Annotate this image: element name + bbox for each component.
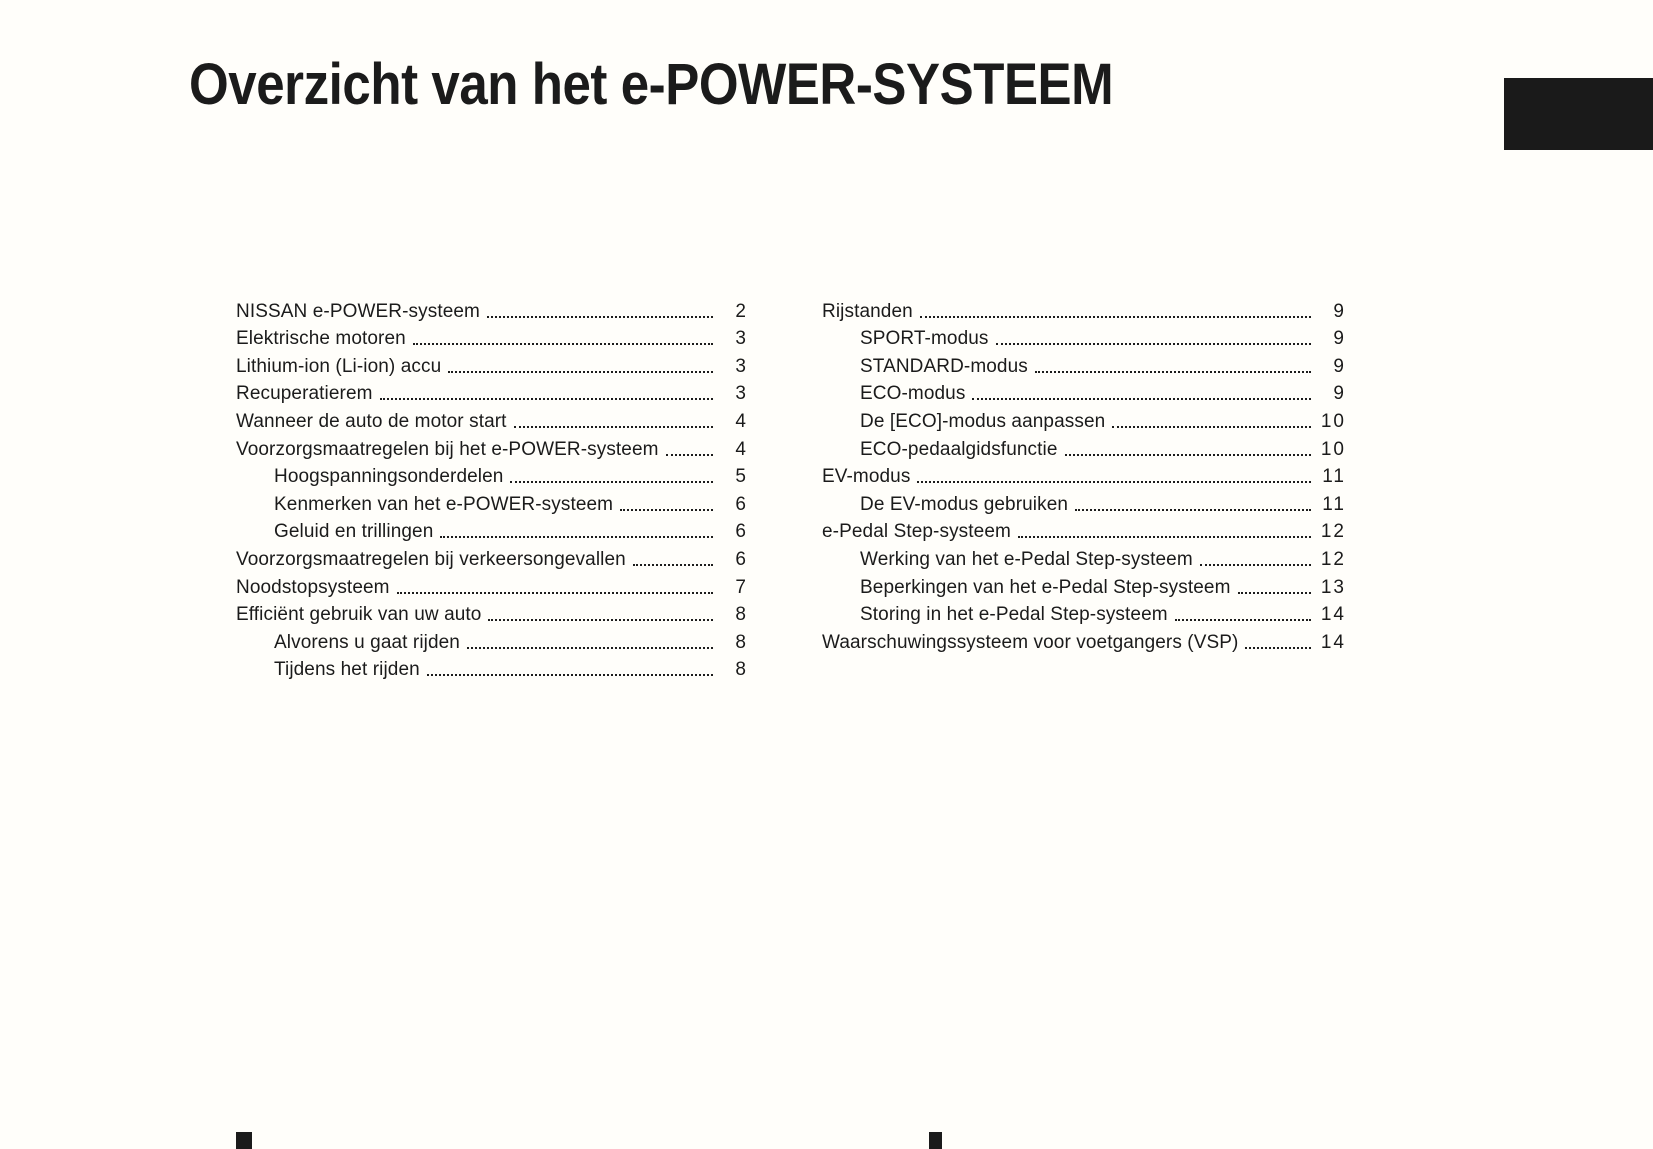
toc-entry-label: Kenmerken van het e-POWER-systeem — [274, 493, 614, 515]
toc-entry-page: 8 — [735, 604, 748, 626]
toc-entry[interactable] — [236, 600, 748, 628]
toc-entry-page: 6 — [735, 521, 748, 543]
toc-entry-page: 4 — [735, 410, 748, 432]
toc-entry[interactable] — [822, 517, 1346, 545]
toc-entry-page: 14 — [1320, 631, 1346, 653]
toc-column-right — [822, 296, 1346, 655]
toc-dotted-leader — [488, 619, 713, 621]
toc-entry-page: 3 — [735, 328, 748, 350]
page-fold-mark-right — [929, 1132, 942, 1149]
toc-entry[interactable] — [822, 324, 1346, 352]
toc-entry-label: SPORT-modus — [860, 328, 989, 350]
toc-entry-label: NISSAN e-POWER-systeem — [236, 300, 480, 322]
toc-dotted-leader — [996, 343, 1311, 345]
toc-entry-page: 10 — [1320, 438, 1346, 460]
toc-entry[interactable] — [822, 379, 1346, 407]
toc-dotted-leader — [514, 426, 713, 428]
section-tab-marker — [1504, 78, 1653, 150]
toc-dotted-leader — [620, 509, 713, 511]
toc-entry[interactable] — [236, 517, 748, 545]
toc-entry[interactable] — [236, 406, 748, 434]
toc-entry[interactable] — [236, 572, 748, 600]
toc-entry-label: Tijdens het rijden — [274, 659, 420, 681]
toc-entry-label: Hoogspanningsonderdelen — [274, 466, 504, 488]
toc-entry-page: 7 — [735, 576, 748, 598]
toc-dotted-leader — [448, 371, 713, 373]
toc-entry[interactable] — [822, 489, 1346, 517]
toc-entry-label: Rijstanden — [822, 300, 913, 322]
page-title: Overzicht van het e-POWER-SYSTEEM — [189, 52, 1114, 117]
toc-dotted-leader — [487, 316, 713, 318]
toc-dotted-leader — [1035, 371, 1311, 373]
toc-entry-page: 8 — [735, 631, 748, 653]
toc-entry-label: Efficiënt gebruik van uw auto — [236, 604, 482, 626]
toc-entry-label: STANDARD-modus — [860, 355, 1028, 377]
toc-entry-label: Alvorens u gaat rijden — [274, 631, 460, 653]
toc-entry-page: 13 — [1320, 576, 1346, 598]
toc-entry-label: Noodstopsysteem — [236, 576, 390, 598]
toc-entry[interactable] — [236, 462, 748, 490]
toc-dotted-leader — [380, 398, 713, 400]
toc-entry[interactable] — [822, 406, 1346, 434]
toc-entry[interactable] — [236, 627, 748, 655]
toc-dotted-leader — [440, 536, 713, 538]
toc-entry-page: 6 — [735, 493, 748, 515]
toc-entry-label: Werking van het e-Pedal Step-systeem — [860, 548, 1193, 570]
toc-entry-label: Geluid en trillingen — [274, 521, 434, 543]
toc-dotted-leader — [917, 481, 1311, 483]
toc-entry-label: Beperkingen van het e-Pedal Step-systeem — [860, 576, 1231, 598]
toc-dotted-leader — [666, 454, 713, 456]
toc-entry-page: 9 — [1333, 328, 1346, 350]
toc-entry-label: Waarschuwingssysteem voor voetgangers (VSP) — [822, 631, 1239, 653]
toc-entry-page: 2 — [735, 300, 748, 322]
toc-entry-label: De EV-modus gebruiken — [860, 493, 1069, 515]
toc-entry[interactable] — [236, 544, 748, 572]
toc-entry-page: 9 — [1333, 300, 1346, 322]
toc-entry-label: De [ECO]-modus aanpassen — [860, 410, 1106, 432]
toc-dotted-leader — [1075, 509, 1311, 511]
page-fold-mark-left — [236, 1132, 252, 1149]
toc-dotted-leader — [413, 343, 713, 345]
toc-entry-page: 4 — [735, 438, 748, 460]
toc-entry-label: Voorzorgsmaatregelen bij het e-POWER-systeem — [236, 438, 659, 460]
toc-dotted-leader — [972, 398, 1311, 400]
toc-dotted-leader — [1112, 426, 1311, 428]
toc-entry[interactable] — [236, 489, 748, 517]
toc-entry-label: Elektrische motoren — [236, 328, 406, 350]
toc-entry-page: 8 — [735, 659, 748, 681]
toc-entry[interactable] — [822, 351, 1346, 379]
toc-entry[interactable] — [822, 572, 1346, 600]
toc-dotted-leader — [1238, 592, 1312, 594]
toc-entry[interactable] — [236, 655, 748, 683]
toc-entry-page: 11 — [1322, 493, 1346, 515]
toc-dotted-leader — [427, 674, 713, 676]
toc-dotted-leader — [1018, 536, 1311, 538]
toc-entry-page: 11 — [1322, 466, 1346, 488]
toc-dotted-leader — [510, 481, 713, 483]
toc-dotted-leader — [920, 316, 1311, 318]
toc-entry-label: Voorzorgsmaatregelen bij verkeersongevallen — [236, 548, 626, 570]
toc-entry[interactable] — [236, 296, 748, 324]
toc-entry-page: 3 — [735, 383, 748, 405]
toc-entry-label: EV-modus — [822, 466, 911, 488]
toc-entry[interactable] — [822, 434, 1346, 462]
toc-entry[interactable] — [236, 351, 748, 379]
toc-entry-label: e-Pedal Step-systeem — [822, 521, 1011, 543]
toc-entry[interactable] — [822, 600, 1346, 628]
toc-entry-page: 10 — [1320, 410, 1346, 432]
toc-entry-label: Recuperatierem — [236, 383, 373, 405]
toc-entry[interactable] — [236, 379, 748, 407]
toc-entry[interactable] — [822, 296, 1346, 324]
toc-entry[interactable] — [822, 544, 1346, 572]
toc-entry-page: 9 — [1333, 355, 1346, 377]
toc-dotted-leader — [397, 592, 713, 594]
toc-entry-page: 3 — [735, 355, 748, 377]
toc-entry-label: Wanneer de auto de motor start — [236, 410, 507, 432]
toc-dotted-leader — [1200, 564, 1311, 566]
toc-entry-page: 12 — [1320, 548, 1346, 570]
toc-dotted-leader — [467, 647, 713, 649]
toc-entry-page: 12 — [1320, 521, 1346, 543]
toc-entry-label: Lithium-ion (Li-ion) accu — [236, 355, 442, 377]
toc-entry[interactable] — [822, 627, 1346, 655]
toc-dotted-leader — [1175, 619, 1311, 621]
toc-dotted-leader — [1065, 454, 1312, 456]
toc-entry-label: Storing in het e-Pedal Step-systeem — [860, 604, 1168, 626]
toc-entry[interactable] — [822, 462, 1346, 490]
toc-dotted-leader — [1245, 647, 1311, 649]
toc-entry-label: ECO-modus — [860, 383, 966, 405]
toc-entry-page: 9 — [1333, 383, 1346, 405]
toc-column-left — [236, 296, 748, 682]
toc-entry[interactable] — [236, 324, 748, 352]
toc-entry-page: 14 — [1320, 604, 1346, 626]
toc-entry[interactable] — [236, 434, 748, 462]
toc-entry-page: 6 — [735, 548, 748, 570]
toc-dotted-leader — [633, 564, 713, 566]
toc-entry-page: 5 — [735, 466, 748, 488]
toc-entry-label: ECO-pedaalgidsfunctie — [860, 438, 1058, 460]
